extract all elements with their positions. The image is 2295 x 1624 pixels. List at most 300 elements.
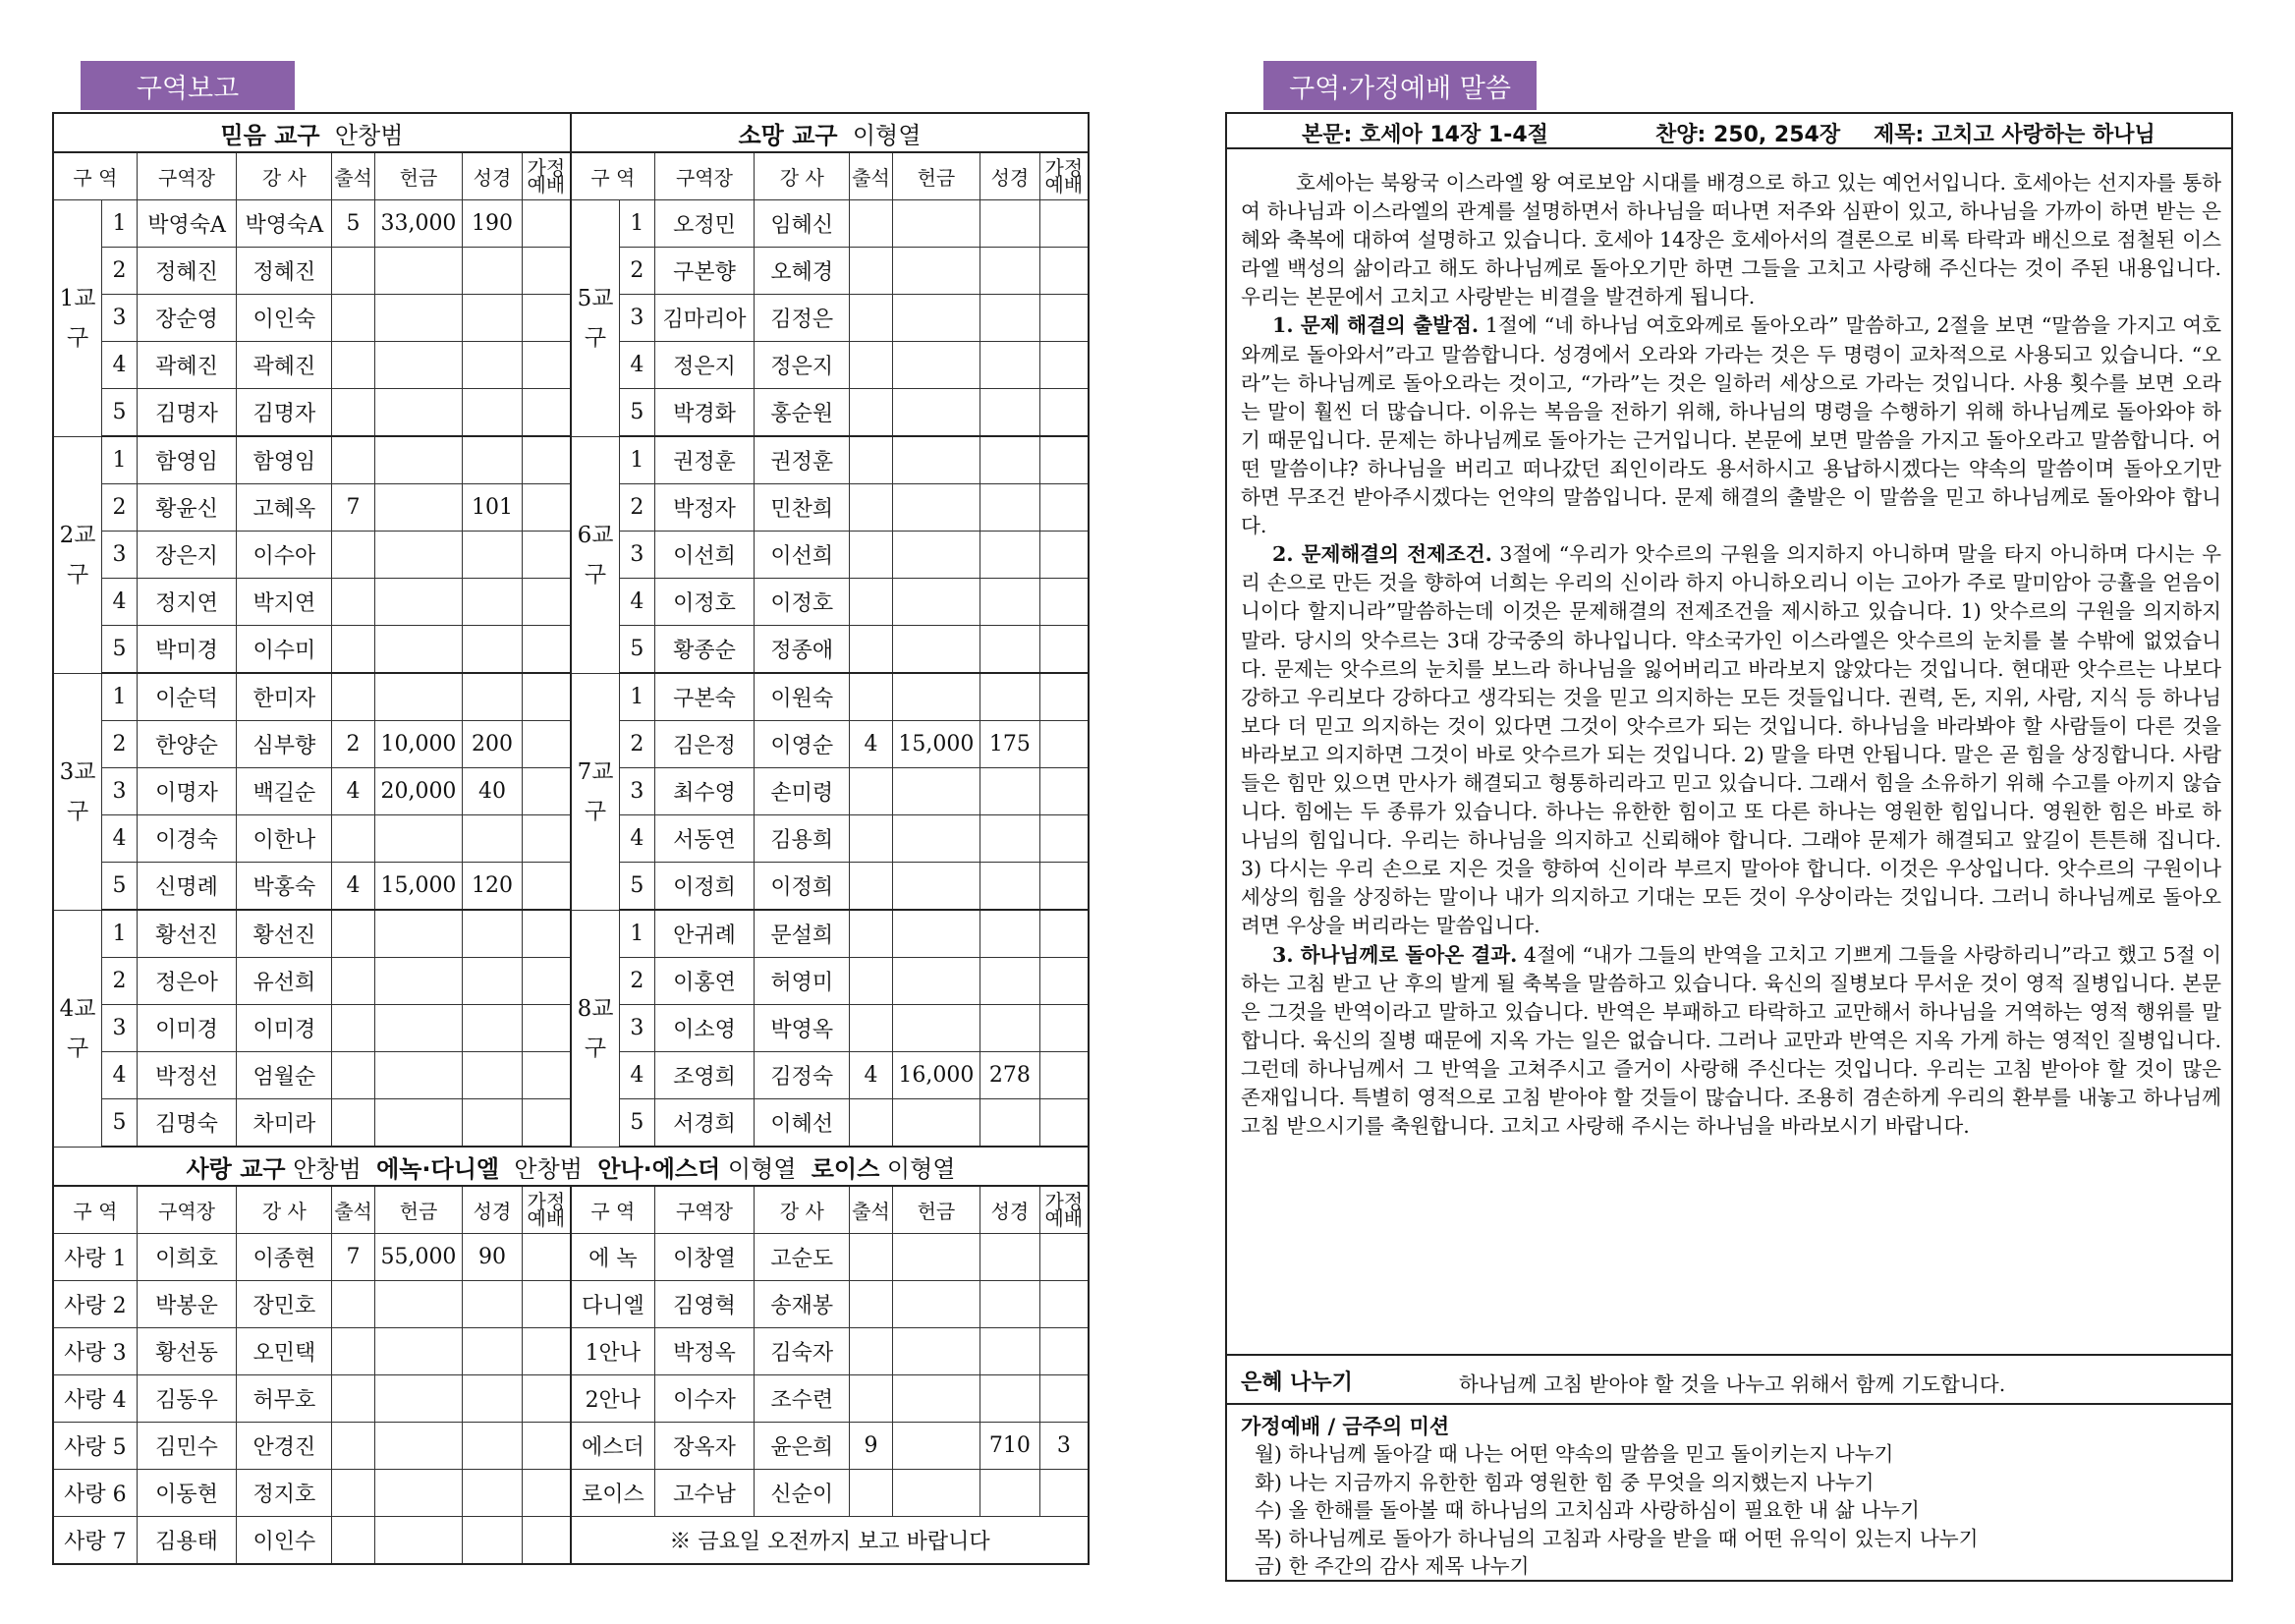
row-number: 1 [102, 910, 138, 958]
attendance-value [332, 579, 374, 626]
teacher-name: 곽혜진 [237, 342, 332, 389]
bible-value [463, 248, 522, 295]
table-row [53, 200, 1089, 248]
teacher-name: 권정훈 [755, 436, 850, 484]
teacher-name: 유선희 [237, 958, 332, 1005]
col-leader: 구역장 [654, 152, 755, 200]
teacher-name: 박홍숙 [237, 863, 332, 911]
leader-name: 이정호 [654, 579, 755, 626]
col-offering: 헌금 [374, 1186, 463, 1234]
col-bible: 성경 [463, 1186, 522, 1234]
teacher-name: 정은지 [755, 342, 850, 389]
teacher-name: 윤은희 [755, 1423, 850, 1470]
district-label: 다니엘 [571, 1281, 654, 1328]
family-worship-value [522, 768, 571, 815]
row-number: 4 [620, 1052, 655, 1099]
col-attendance: 출석 [850, 1186, 892, 1234]
column-header-row [53, 152, 1089, 200]
offering-value [374, 626, 463, 674]
offering-value [892, 1470, 980, 1517]
family-worship-value [522, 910, 571, 958]
attendance-value [850, 389, 892, 437]
bible-value [463, 295, 522, 342]
row-number: 3 [620, 532, 655, 579]
attendance-value [850, 863, 892, 911]
parish-name: 사랑 교구 [186, 1154, 286, 1183]
attendance-value [332, 626, 374, 674]
row-number: 1 [620, 436, 655, 484]
offering-value [374, 532, 463, 579]
family-worship-value [522, 721, 571, 768]
col-bible: 성경 [463, 152, 522, 200]
teacher-name: 민찬희 [755, 484, 850, 532]
teacher-name: 안경진 [237, 1423, 332, 1470]
table-row [53, 1470, 1089, 1517]
row-number: 4 [620, 815, 655, 863]
attendance-value [332, 1470, 374, 1517]
family-worship-value [1039, 389, 1089, 437]
col-district: 구 역 [53, 1186, 137, 1234]
attendance-value [850, 1005, 892, 1052]
parish-name: 로이스 [811, 1154, 880, 1183]
family-worship-value [522, 1234, 571, 1281]
col-offering: 헌금 [892, 1186, 980, 1234]
family-worship-value [1039, 1234, 1089, 1281]
attendance-value [332, 295, 374, 342]
teacher-name: 김숙자 [755, 1328, 850, 1375]
bible-value [463, 1375, 522, 1423]
leader-name: 이명자 [137, 768, 237, 815]
leader-name: 안귀례 [654, 910, 755, 958]
bible-value [980, 248, 1039, 295]
family-worship-value [1039, 295, 1089, 342]
bible-value [980, 295, 1039, 342]
family-worship-value [1039, 958, 1089, 1005]
col-district: 구 역 [53, 152, 137, 200]
sermon-header [1227, 114, 2231, 149]
bible-value [463, 673, 522, 721]
offering-value [892, 248, 980, 295]
table-row [53, 1328, 1089, 1375]
bible-value [980, 1328, 1039, 1375]
attendance-value [332, 1375, 374, 1423]
offering-value [892, 863, 980, 911]
family-worship-value [1039, 626, 1089, 674]
attendance-value [850, 295, 892, 342]
bible-value: 710 [980, 1423, 1039, 1470]
attendance-value [332, 815, 374, 863]
leader-name: 김민수 [137, 1423, 237, 1470]
bible-value [463, 910, 522, 958]
teacher-name: 이원숙 [755, 673, 850, 721]
row-number: 4 [620, 342, 655, 389]
report-deadline-note: ※ 금요일 오전까지 보고 바랍니다 [571, 1517, 1089, 1565]
attendance-value: 4 [332, 863, 374, 911]
parish-leader: 이형열 [727, 1154, 797, 1183]
col-leader: 구역장 [137, 1186, 237, 1234]
bible-value [463, 342, 522, 389]
family-worship-value [522, 1281, 571, 1328]
leader-name: 권정훈 [654, 436, 755, 484]
leader-name: 정지연 [137, 579, 237, 626]
teacher-name: 한미자 [237, 673, 332, 721]
teacher-name: 김정은 [755, 295, 850, 342]
parish-leader: 안창범 [334, 121, 404, 149]
table-row [53, 1517, 1089, 1565]
district-label: 1안나 [571, 1328, 654, 1375]
offering-value [374, 1375, 463, 1423]
offering-value [892, 1281, 980, 1328]
district-label: 에 녹 [571, 1234, 654, 1281]
point-heading: 1. 문제 해결의 출발점. [1272, 313, 1480, 338]
offering-value [892, 768, 980, 815]
bible-value [980, 863, 1039, 911]
row-number: 3 [102, 295, 138, 342]
family-worship-value [522, 626, 571, 674]
leader-name: 한양순 [137, 721, 237, 768]
attendance-value [332, 1328, 374, 1375]
row-number: 3 [102, 768, 138, 815]
attendance-value [850, 1281, 892, 1328]
family-worship-value [522, 1005, 571, 1052]
bible-value: 278 [980, 1052, 1039, 1099]
parish-leader: 이형열 [886, 1154, 956, 1183]
teacher-name: 정지호 [237, 1470, 332, 1517]
teacher-name: 이인숙 [237, 295, 332, 342]
family-worship-value [522, 484, 571, 532]
attendance-value [332, 532, 374, 579]
teacher-name: 김명자 [237, 389, 332, 437]
offering-value [892, 342, 980, 389]
row-number: 3 [620, 295, 655, 342]
bible-value [980, 342, 1039, 389]
attendance-value [332, 910, 374, 958]
leader-name: 박경화 [654, 389, 755, 437]
attendance-value: 4 [850, 1052, 892, 1099]
leader-name: 이소영 [654, 1005, 755, 1052]
leader-name: 최수영 [654, 768, 755, 815]
leader-name: 황종순 [654, 626, 755, 674]
bible-value: 101 [463, 484, 522, 532]
leader-name: 황윤신 [137, 484, 237, 532]
family-worship-value [1039, 1375, 1089, 1423]
row-number: 4 [102, 342, 138, 389]
parish-label: 6교구 [571, 436, 620, 673]
family-worship-value [1039, 910, 1089, 958]
teacher-name: 허영미 [755, 958, 850, 1005]
col-leader: 구역장 [137, 152, 237, 200]
col-bible: 성경 [980, 1186, 1039, 1234]
bible-value [980, 579, 1039, 626]
teacher-name: 김용희 [755, 815, 850, 863]
offering-value [892, 1099, 980, 1148]
district-report-table [52, 112, 1090, 1565]
leader-name: 구본향 [654, 248, 755, 295]
offering-value [892, 1423, 980, 1470]
bible-value [463, 389, 522, 437]
offering-value: 16,000 [892, 1052, 980, 1099]
district-label: 사랑 7 [53, 1517, 137, 1565]
parish-leader: 안창범 [514, 1154, 583, 1183]
bible-value [980, 1281, 1039, 1328]
parish-label: 5교구 [571, 200, 620, 437]
teacher-name: 이영순 [755, 721, 850, 768]
teacher-name: 문설희 [755, 910, 850, 958]
family-worship-value [522, 248, 571, 295]
family-worship-value [1039, 248, 1089, 295]
row-number: 5 [620, 863, 655, 911]
family-worship-value [1039, 342, 1089, 389]
table-row [53, 1375, 1089, 1423]
offering-value [374, 579, 463, 626]
family-worship-value [1039, 673, 1089, 721]
family-worship-value [522, 673, 571, 721]
mission-list [1255, 1440, 1979, 1581]
teacher-name: 홍순원 [755, 389, 850, 437]
row-number: 1 [620, 200, 655, 248]
parish-leader: 이형열 [852, 121, 922, 149]
mission-item-wed: 수) 올 한해를 돌아볼 때 하나님의 고치심과 사랑하심이 필요한 내 삶 나누기 [1255, 1498, 1920, 1523]
bible-value [463, 1099, 522, 1148]
point-text: 1절에 “네 하나님 여호와께로 돌아오라” 말씀하고, 2절을 보면 “말씀을 가지고 여호와께로 돌아와서”라고 말씀합니다. 성경에서 오라와 가라는 것은 두 명령이 교차적으로 사용되고 있습니다. “오라”는 하나님께로 돌아오라는 것이고, “가라”는 것은 일하러 세상으로 가라는 것입니다. 사용 횟수를 보면 오라는 말이 훨씬 더 많습니다. 이유는 복음을 전하기 위해, 하나님의 명령을 수행하기 위해 하나님께로 돌아와야 하기 때문입니다. 문제는 하나님께로 돌아가는 근거입니다. 본문에 보면 말씀을 가지고 돌아오라고 말씀합니다. 어떤 말씀이냐? 하나님을 버리고 떠나갔던 죄인이라도 용서하시고 용납하시겠다는 약속의 말씀이며 돌아오기만 하면 무조건 받아주시겠다는 언약의 말씀입니다. 문제 해결의 출발은 이 말씀을 믿고 하나님께로 돌아와야 합니다. [1241, 313, 2221, 538]
attendance-value [850, 1470, 892, 1517]
bible-value [980, 768, 1039, 815]
teacher-name: 이수미 [237, 626, 332, 674]
col-district: 구 역 [571, 152, 654, 200]
col-bible: 성경 [980, 152, 1039, 200]
sermon-intro: 호세아는 북왕국 이스라엘 왕 여로보암 시대를 배경으로 하고 있는 예언서입니다. 호세아는 선지자를 통하여 하나님과 이스라엘의 관계를 설명하면서 하나님을 떠나면 저주와 심판이 있고, 하나님을 가까이 하면 받는 은혜와 축복에 대하여 설명하고 있습니다. 호세아 14장은 호세아서의 결론으로 비록 타락과 배신으로 점철된 이스라엘 백성의 삶이라고 해도 하나님께로 돌아오기만 하면 그들을 고치고 사랑해 주신다는 것이 주된 내용입니다. 우리는 본문에서 고치고 사랑받는 비결을 발견하게 됩니다. [1241, 171, 2221, 309]
attendance-value [850, 248, 892, 295]
offering-value [892, 1005, 980, 1052]
teacher-name: 허무호 [237, 1375, 332, 1423]
attendance-value [850, 484, 892, 532]
offering-value: 15,000 [892, 721, 980, 768]
sermon-panel [1225, 112, 2233, 1582]
attendance-value [850, 910, 892, 958]
leader-name: 이홍연 [654, 958, 755, 1005]
bible-value: 90 [463, 1234, 522, 1281]
offering-value: 55,000 [374, 1234, 463, 1281]
attendance-value [332, 1052, 374, 1099]
leader-name: 장순영 [137, 295, 237, 342]
row-number: 1 [102, 200, 138, 248]
leader-name: 이창열 [654, 1234, 755, 1281]
sermon-point-2 [1241, 540, 2221, 940]
leader-name: 이순덕 [137, 673, 237, 721]
attendance-value [332, 436, 374, 484]
offering-value [374, 484, 463, 532]
col-district: 구 역 [571, 1186, 654, 1234]
bible-value [463, 1281, 522, 1328]
teacher-name: 박지연 [237, 579, 332, 626]
teacher-name: 엄월순 [237, 1052, 332, 1099]
offering-value [374, 1052, 463, 1099]
bible-value [463, 532, 522, 579]
district-label: 사랑 6 [53, 1470, 137, 1517]
attendance-value [332, 1423, 374, 1470]
teacher-name: 백길순 [237, 768, 332, 815]
row-number: 2 [102, 721, 138, 768]
row-number: 2 [102, 484, 138, 532]
leader-name: 김은정 [654, 721, 755, 768]
bible-value: 120 [463, 863, 522, 911]
family-worship-value [522, 1423, 571, 1470]
table-row [53, 1281, 1089, 1328]
attendance-value [332, 248, 374, 295]
row-number: 3 [102, 1005, 138, 1052]
table-row [53, 910, 1089, 958]
teacher-name: 심부향 [237, 721, 332, 768]
offering-value [892, 1328, 980, 1375]
row-number: 2 [620, 721, 655, 768]
bible-value: 190 [463, 200, 522, 248]
attendance-value [850, 532, 892, 579]
leader-name: 이경숙 [137, 815, 237, 863]
family-worship-value [1039, 1328, 1089, 1375]
leader-name: 정은아 [137, 958, 237, 1005]
offering-value [374, 436, 463, 484]
district-label: 2안나 [571, 1375, 654, 1423]
attendance-value [850, 200, 892, 248]
bible-value [463, 1328, 522, 1375]
leader-name: 서경희 [654, 1099, 755, 1148]
offering-value [374, 1005, 463, 1052]
point-text: 4절에 “내가 그들의 반역을 고치고 기쁘게 그들을 사랑하리니”라고 했고 5절 이하는 고침 받고 난 후의 발게 될 축복을 말씀하고 있습니다. 육신의 질병보다 무서운 것이 영적 질병입니다. 본문은 그것을 반역이라고 말하고 있습니다. 반역은 부패하고 타락하고 교만해서 하나님을 거역하는 영적 행위를 말합니다. 육신의 질병 때문에 지옥 가는 일은 없습니다. 그러나 교만과 반역은 지옥 가게 하는 영적인 질병입니다. 그런데 하나님께서 그 반역을 고쳐주시고 즐거이 사랑해 주신다는 것입니다. 우리는 고침 받아야 할 것이 많은 존재입니다. 특별히 영적으로 고침 받아야 할 것들이 많습니다. 조용히 겸손하게 우리의 환부를 내놓고 하나님께 고침 받으시기를 축원합니다. 고치고 사랑해 주시는 하나님을 바라보시기 바랍니다. [1241, 942, 2221, 1139]
family-worship-value [1039, 579, 1089, 626]
teacher-name: 조수련 [755, 1375, 850, 1423]
teacher-name: 정종애 [755, 626, 850, 674]
offering-value [374, 248, 463, 295]
family-worship-value [1039, 1281, 1089, 1328]
hope-parish-banner [571, 113, 1089, 152]
family-worship-value [522, 579, 571, 626]
row-number: 3 [102, 532, 138, 579]
bible-value: 175 [980, 721, 1039, 768]
leader-name: 김동우 [137, 1375, 237, 1423]
bible-value [980, 626, 1039, 674]
teacher-name: 이한나 [237, 815, 332, 863]
attendance-value [850, 673, 892, 721]
col-attendance: 출석 [850, 152, 892, 200]
row-number: 4 [102, 579, 138, 626]
leader-name: 정혜진 [137, 248, 237, 295]
row-number: 3 [620, 768, 655, 815]
row-number: 1 [620, 910, 655, 958]
teacher-name: 이정희 [755, 863, 850, 911]
offering-value [374, 1517, 463, 1565]
family-worship-value [522, 436, 571, 484]
grace-sharing-label: 은혜 나누기 [1241, 1371, 1353, 1395]
family-worship-value [1039, 1099, 1089, 1148]
leader-name: 박영숙A [137, 200, 237, 248]
family-worship-value [1039, 1005, 1089, 1052]
bible-value [463, 958, 522, 1005]
leader-name: 박봉운 [137, 1281, 237, 1328]
leader-name: 함영임 [137, 436, 237, 484]
offering-value [892, 484, 980, 532]
offering-value: 20,000 [374, 768, 463, 815]
leader-name: 김용태 [137, 1517, 237, 1565]
bible-value [980, 673, 1039, 721]
parish-label: 7교구 [571, 673, 620, 910]
family-worship-value [522, 295, 571, 342]
sermon-body [1241, 169, 2221, 1141]
district-report-tab: 구역보고 [81, 61, 295, 110]
row-number: 1 [102, 673, 138, 721]
bible-value [980, 1099, 1039, 1148]
row-number: 2 [102, 958, 138, 1005]
row-number: 5 [620, 389, 655, 437]
family-worship-value [1039, 863, 1089, 911]
col-attendance: 출석 [332, 152, 374, 200]
teacher-name: 신순이 [755, 1470, 850, 1517]
teacher-name: 송재봉 [755, 1281, 850, 1328]
parish-name: 안나·에스더 [597, 1154, 721, 1183]
col-teacher: 강 사 [755, 152, 850, 200]
parish-name: 소망 교구 [738, 121, 838, 149]
attendance-value [332, 1005, 374, 1052]
leader-name: 황선동 [137, 1328, 237, 1375]
attendance-value [850, 958, 892, 1005]
leader-name: 서동연 [654, 815, 755, 863]
leader-name: 장옥자 [654, 1423, 755, 1470]
bible-value [980, 200, 1039, 248]
offering-value [374, 958, 463, 1005]
district-label: 로이스 [571, 1470, 654, 1517]
teacher-name: 임혜신 [755, 200, 850, 248]
parish-label: 4교구 [53, 910, 102, 1147]
attendance-value [850, 436, 892, 484]
teacher-name: 이혜선 [755, 1099, 850, 1148]
offering-value [892, 1375, 980, 1423]
mission-item-tue: 화) 나는 지금까지 유한한 힘과 영원한 힘 중 무엇을 의지했는지 나누기 [1255, 1470, 1875, 1494]
offering-value [374, 342, 463, 389]
offering-value [892, 389, 980, 437]
bible-value [463, 815, 522, 863]
col-offering: 헌금 [892, 152, 980, 200]
row-number: 1 [620, 673, 655, 721]
offering-value [892, 1234, 980, 1281]
family-worship-value [522, 863, 571, 911]
bottom-banner-row [53, 1147, 1089, 1186]
leader-name: 김영혁 [654, 1281, 755, 1328]
col-family-worship: 가정예배 [522, 152, 571, 200]
row-number: 4 [102, 1052, 138, 1099]
district-label: 사랑 3 [53, 1328, 137, 1375]
parish-label: 1교구 [53, 200, 102, 437]
teacher-name: 함영임 [237, 436, 332, 484]
mission-item-thu: 목) 하나님께로 돌아가 하나님의 고침과 사랑을 받을 때 어떤 유익이 있는지 나누기 [1255, 1526, 1979, 1550]
mission-item-fri: 금) 한 주간의 감사 제목 나누기 [1255, 1554, 1530, 1579]
district-label: 사랑 5 [53, 1423, 137, 1470]
teacher-name: 이미경 [237, 1005, 332, 1052]
leader-name: 김명숙 [137, 1099, 237, 1148]
offering-value [892, 910, 980, 958]
col-teacher: 강 사 [755, 1186, 850, 1234]
faith-parish-banner [53, 113, 571, 152]
leader-name: 조영희 [654, 1052, 755, 1099]
sermon-tab: 구역·가정예배 말씀 [1263, 61, 1537, 110]
offering-value [892, 532, 980, 579]
love-parish-banner [53, 1147, 1089, 1186]
col-leader: 구역장 [654, 1186, 755, 1234]
bible-value [980, 1005, 1039, 1052]
family-worship-value [1039, 436, 1089, 484]
offering-value [892, 626, 980, 674]
attendance-value: 4 [850, 721, 892, 768]
attendance-value [332, 1099, 374, 1148]
bible-value [463, 579, 522, 626]
